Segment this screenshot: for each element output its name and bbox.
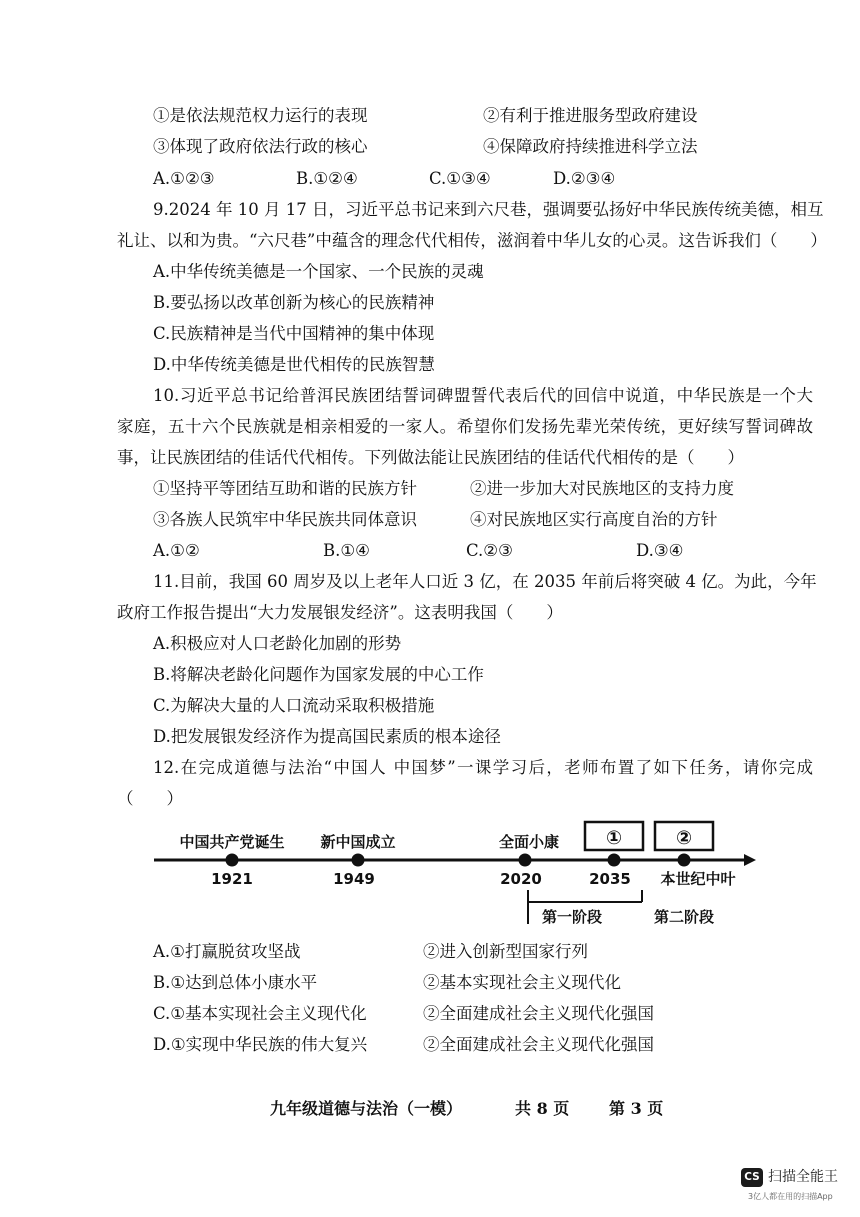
q10-stem-line-1: 10.习近平总书记给普洱民族团结誓词碑盟誓代表后代的回信中说道，中华民族是一个大 [153,386,813,405]
timeline-year-1921: 1921 [211,870,253,888]
q8-choice-a: A.①②③ [153,169,215,188]
q12-option-d-part-1: D.①实现中华民族的伟大复兴 [153,1035,368,1054]
q8-choice-b: B.①②④ [296,169,358,188]
q12-stem-line-1: 12.在完成道德与法治“中国人 中国梦”一课学习后，老师布置了如下任务，请你完成 [153,758,813,777]
q12-option-d-part-2: ②全面建成社会主义现代化强国 [423,1035,654,1054]
q12-option-c-part-1: C.①基本实现社会主义现代化 [153,1004,367,1023]
q10-statement-2: ②进一步加大对民族地区的支持力度 [470,479,734,498]
q12-option-c [153,1003,803,1025]
q10-choice-b: B.①④ [323,541,370,560]
q10-stem-line-2: 家庭，五十六个民族就是相亲相爱的一家人。希望你们发扬先辈光荣传统，更好续写誓词碑故 [117,417,813,436]
q12-option-b [153,972,803,994]
q8-choice-c: C.①③④ [429,169,491,188]
camscanner-slogan: 3亿人都在用的扫描App [748,1192,833,1201]
q10-choice-d: D.③④ [636,541,684,560]
timeline-year-1949: 1949 [333,870,375,888]
q12-option-a [153,941,803,963]
q8-statement-2: ②有利于推进服务型政府建设 [483,106,698,125]
timeline-event-1949-label: 新中国成立 [320,833,396,851]
q10-statement-1: ①坚持平等团结互助和谐的民族方针 [153,479,417,498]
timeline-blank-1-label: ① [605,827,623,849]
q10-choice-a: A.①② [153,541,200,560]
q8-statement-4: ④保障政府持续推进科学立法 [483,137,698,156]
timeline-year-2020: 2020 [500,870,542,888]
timeline-year-mid-century: 本世纪中叶 [660,870,736,888]
q10-statement-row-2 [153,509,803,531]
q11-option-b: B.将解决老龄化问题作为国家发展的中心工作 [153,665,484,684]
q11-option-d: D.把发展银发经济作为提高国民素质的根本途径 [153,727,501,746]
footer-subject: 九年级道德与法治（一模） [270,1099,463,1118]
timeline-arrow-head [744,854,756,866]
q12-option-a-part-1: A.①打赢脱贫攻坚战 [153,942,301,961]
q12-option-a-part-2: ②进入创新型国家行列 [423,942,588,961]
q9-option-b: B.要弘扬以改革创新为核心的民族精神 [153,293,435,312]
q10-choices [153,540,803,562]
timeline-event-2020-label: 全面小康 [498,833,560,851]
q10-statement-4: ④对民族地区实行高度自治的方针 [470,510,718,529]
stage-1-bracket [528,890,642,902]
q11-stem-line-1: 11.目前，我国 60 周岁及以上老年人口近 3 亿，在 2035 年前后将突破 4 亿。为此，今年 [153,572,817,591]
timeline-dot-mid-century [678,854,691,867]
q9-option-d: D.中华传统美德是世代相传的民族智慧 [153,355,435,374]
q8-choices [153,168,803,190]
q8-statement-row-1 [153,105,803,127]
footer-total-pages: 共 8 页 [515,1099,570,1118]
q12-option-d [153,1034,803,1056]
q9-stem-line-2: 礼让、以和为贵。“六尺巷”中蕴含的理念代代相传，滋润着中华儿女的心灵。这告诉我们（ ） [117,231,827,250]
q10-statement-row-1 [153,478,803,500]
q11-option-c: C.为解决大量的人口流动采取积极措施 [153,696,435,715]
timeline-dot-1921 [226,854,239,867]
camscanner-name: 扫描全能王 [768,1169,838,1185]
q12-stem-line-2: （ ） [117,789,183,808]
timeline-event-1921-label: 中国共产党诞生 [179,833,285,851]
timeline-year-2035: 2035 [589,870,631,888]
q12-option-b-part-2: ②基本实现社会主义现代化 [423,973,621,992]
q8-statement-3: ③体现了政府依法行政的核心 [153,137,368,156]
q9-stem-line-1: 9.2024 年 10 月 17 日，习近平总书记来到六尺巷，强调要弘扬好中华民族传统美德，相互 [153,200,824,219]
timeline-dot-2020 [519,854,532,867]
timeline-dot-2035 [608,854,621,867]
timeline-stage-2: 第二阶段 [653,908,715,926]
q8-statement-row-2 [153,136,803,158]
q9-option-c: C.民族精神是当代中国精神的集中体现 [153,324,435,343]
timeline-blank-2-label: ② [675,827,693,849]
page-footer [0,1096,860,1118]
q11-option-a: A.积极应对人口老龄化加剧的形势 [153,634,402,653]
q10-stem-line-3: 事，让民族团结的佳话代代相传。下列做法能让民族团结的佳话代代相传的是（ ） [117,448,744,467]
footer-page-number: 第 3 页 [609,1099,664,1118]
q12-option-b-part-1: B.①达到总体小康水平 [153,973,318,992]
q8-statement-1: ①是依法规范权力运行的表现 [153,106,368,125]
timeline-dot-1949 [352,854,365,867]
q9-option-a: A.中华传统美德是一个国家、一个民族的灵魂 [153,262,484,281]
q10-statement-3: ③各族人民筑牢中华民族共同体意识 [153,510,417,529]
q8-choice-d: D.②③④ [553,169,616,188]
camscanner-logo-icon: CS [741,1168,763,1187]
q11-stem-line-2: 政府工作报告提出“大力发展银发经济”。这表明我国（ ） [117,603,563,622]
timeline-stage-1: 第一阶段 [541,908,603,926]
q10-choice-c: C.②③ [466,541,513,560]
q12-timeline [150,812,760,932]
q12-option-c-part-2: ②全面建成社会主义现代化强国 [423,1004,654,1023]
